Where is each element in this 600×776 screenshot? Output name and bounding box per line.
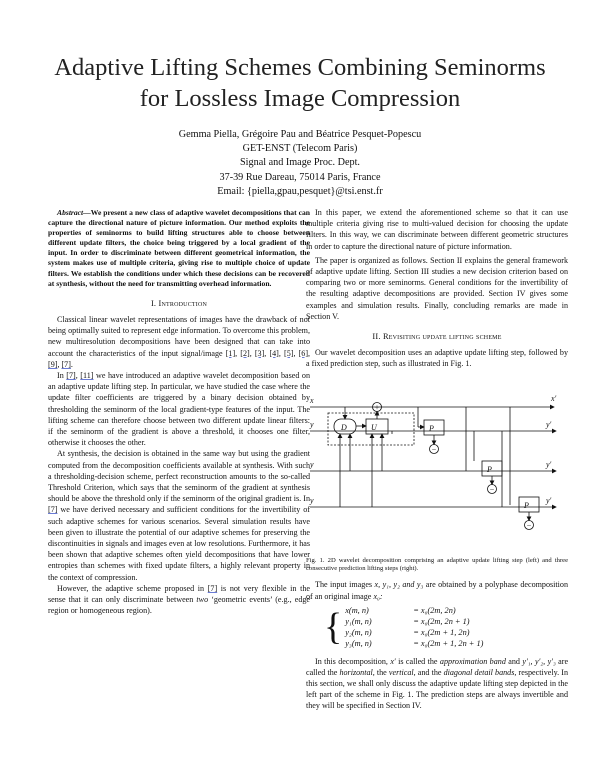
update-filter-block (366, 419, 388, 434)
text: Classical linear wavelet representations of images have the drawback of not being optimally suited to represent edge information. To overcome this problem, new multiresolution decompositions have been designed that can take into account the characteristics of the input signal/image (48, 314, 310, 358)
adder-sign: + (374, 402, 380, 412)
predict-block-3 (519, 497, 539, 512)
right-paragraph-2: The paper is organized as follows. Section II explains the general framework of adaptive update lifting. Section III studies a new decision criterion based on comparing two or more seminorms. General conditions for the invertibility of the resulting adaptive decompositions are provided. Section IV gives some examples and simulation results. Finally, concluding remarks are made in Section V. (306, 255, 568, 321)
eq-lhs: x(m, n) (345, 605, 369, 615)
minus-sign-2: − (489, 484, 495, 494)
label-y1: y (310, 419, 314, 429)
equation-brace: { (324, 605, 343, 648)
citation-link[interactable]: [7] (66, 370, 76, 380)
section-number: I. (150, 298, 159, 308)
citation-link[interactable]: [7] (207, 583, 218, 593)
intro-paragraph-1: Classical linear wavelet representations of images have the drawback of not being optimally suited to represent edge information. To overcome this problem, new multiresolution decompositions have been designed that can take into account the characteristics of the input signal/image [1], [2], [3], [4], [5], [6], [9], [7]. (48, 314, 311, 369)
label-x-prime: x′ (551, 393, 557, 403)
emphasis: vertical (388, 667, 414, 677)
left-column (48, 208, 310, 616)
emphasis: two (196, 595, 209, 605)
equation-row (345, 605, 568, 616)
abstract (48, 208, 310, 289)
intro-paragraph-3 (48, 448, 310, 582)
minus-sign-1: − (431, 444, 437, 454)
emphasis: diagonal detail bands (443, 667, 515, 677)
eq-lhs: y₃(m, n) (345, 639, 372, 649)
author-block (60, 128, 540, 199)
citation-link[interactable]: [2] (240, 348, 250, 358)
right-paragraph-3: Our wavelet decomposition uses an adaptive update lifting step, followed by a fixed prediction step, such as illustrated in Fig. 1. (306, 348, 568, 369)
right-paragraph-4 (306, 579, 568, 601)
section-title: Revisiting update lifting scheme (382, 332, 502, 342)
label-P1: P (429, 423, 434, 433)
equation-row (345, 616, 568, 627)
label-y1-prime: y′ (546, 419, 552, 429)
eq-rhs: = x₀(2m, 2n) (413, 605, 456, 615)
citation-link[interactable]: [4] (269, 348, 279, 358)
eq-lhs: y₁(m, n) (345, 617, 372, 627)
text: At synthesis, the decision is obtained in the same way but using the gradient computed from the decomposition coefficients available at synthesis. With such a thresholding-decision scheme, perfect reconstruction amounts to the so-called Threshold Criterion, which says that the seminorm of the gradient at synthesis should be above the threshold only if the seminorm of the original gradient is. In (48, 449, 310, 504)
eq-lhs: y₂(m, n) (345, 628, 372, 638)
affiliation-line-3: 37-39 Rue Dareau, 75014 Paris, France (219, 171, 381, 183)
section-heading-introduction (48, 298, 310, 309)
math-var: x′ (390, 656, 396, 666)
affiliation-line-1: GET-ENST (Telecom Paris) (242, 143, 358, 155)
label-y2-prime: y′ (546, 459, 552, 469)
section-title: Introduction (158, 298, 208, 308)
text: , respectively. In this section, we shall only discuss the adaptive update lifting step depicted in the left part of the scheme in Fig. 1. The prediction steps are always invertible and they will be specified in Section IV. (306, 667, 568, 711)
lifting-diagram (306, 373, 568, 555)
right-paragraph-1: In this paper, we extend the aforementioned scheme so that it can use multiple criteria giving rise to multi-valued decision for choosing the update filters. In this way, we can discriminate between different geometric structures in order to capture the directional nature of picture information. (306, 208, 568, 251)
text: is not very flexible in the sense that it can only discriminate between (48, 583, 310, 605)
intro-paragraph-4 (48, 583, 310, 617)
predict-block-1 (424, 420, 444, 435)
text: and (505, 656, 523, 666)
equation-row (345, 627, 568, 638)
citation-link[interactable]: [11] (80, 370, 94, 380)
text: , the (372, 667, 389, 677)
text: we have introduced an adaptive wavelet decomposition based on an adaptive update lifting step. In particular, we have studied the case where the update filter coefficients are triggered by a binary decision obtained by thresholding the seminorm of the local gradient-type features of the input. The lifting scheme can therefore choose between two different update linear filters: if the seminorm of the gradient is above a threshold, it chooses one filter, otherwise it chooses the other. (48, 370, 310, 448)
label-P2: P (487, 464, 492, 474)
section-number: II. (372, 332, 383, 342)
polyphase-equations (324, 605, 568, 650)
text: ‘geometric events’ (e.g., edge region or homogeneous region). (48, 595, 311, 616)
label-D: D (341, 422, 347, 432)
label-y3-prime: y′ (546, 495, 552, 505)
citation-link[interactable]: [3] (254, 348, 265, 358)
citation-link[interactable]: [5] (284, 348, 294, 358)
eq-rhs: = x₀(2m + 1, 2n + 1) (413, 639, 484, 649)
paper-title: Adaptive Lifting Schemes Combining Seminorms for Lossless Image Compression (54, 54, 546, 112)
eq-rhs: = x₀(2m + 1, 2n) (413, 628, 470, 638)
emphasis: horizontal (339, 667, 373, 677)
section-heading-revisiting (306, 331, 568, 342)
text: In this decomposition, (315, 656, 391, 666)
label-P3: P (524, 500, 529, 510)
text: is called the (395, 656, 440, 666)
text: we have derived necessary and sufficient conditions for the invertibility of such adaptive schemes for various scenarios. Several simulation results have been given to illustrate the potential of our adaptive schemes for preserving the discontinuities in signals and images even at low resolutions. Furthermore, it has been shown that adaptive schemes often yield decompositions that have lower entropies than schemes with fixed update filters, a highly relevant property in the context of compression. (48, 505, 310, 582)
math-var: y′₁, y′₂, y′₃ (522, 656, 556, 666)
math-x0: x₀: (373, 591, 383, 601)
affiliation-line-2: Signal and Image Proc. Dept. (240, 157, 360, 169)
citation-link[interactable]: [1] (225, 348, 236, 358)
citation-link[interactable]: [6] (298, 348, 309, 358)
author-names: Gemma Piella, Grégoire Pau and Béatrice Pesquet-Popescu (178, 129, 422, 140)
predict-block-2 (482, 461, 502, 476)
emphasis: approximation band (439, 656, 506, 666)
intro-paragraph-2: In [7], [11] we have introduced an adaptive wavelet decomposition based on an adaptive update lifting step. In particular, we have studied the case where the update filter coefficients are triggered by a binary decision obtained by thresholding the seminorm of the local gradient-type features of the input. The lifting scheme can therefore choose between two different update linear filters: if the seminorm of the gradient is above a threshold, it chooses one filter, otherwise it chooses the other. (48, 370, 310, 448)
equation-row (345, 638, 568, 649)
text: However, the adaptive scheme proposed in (57, 583, 208, 593)
citation-link[interactable]: [7] (48, 505, 58, 515)
figure-caption: Fig. 1. 2D wavelet decomposition comprising an adaptive update lifting step (left) and three consecutive prediction lifting steps (right). (306, 556, 568, 573)
label-y3: y (310, 495, 314, 505)
figure-1-diagram (306, 373, 568, 555)
right-paragraph-5 (306, 656, 568, 712)
label-Ud: U (371, 422, 377, 432)
label-x: x (310, 395, 314, 405)
label-y2: y (310, 459, 314, 469)
citation-link[interactable]: [7] (61, 359, 71, 369)
text: are called the (306, 656, 569, 677)
citation-link[interactable]: [9] (48, 359, 58, 369)
abstract-text: We present a new class of adaptive wavelet decompositions that can capture the directional nature of picture information. Our method exploits the properties of seminorms to build lifting structures able to choose between different update filters, the choice being triggered by a local gradient of the input. In order to discriminate between different geometrical information, the system makes use of multiple criteria, giving rise to multiple choice of update filters. We establish the conditions under which these decisions can be recovered at synthesis, without the need for transmitting overhead information. (48, 208, 310, 288)
math-vars: x, y₁, y₂ and y₃ (374, 580, 424, 590)
right-column (306, 207, 568, 712)
eq-rhs: = x₀(2m, 2n + 1) (413, 617, 470, 627)
text: The input images (315, 580, 375, 590)
minus-sign-3: − (526, 520, 532, 530)
text: are obtained by a polyphase decomposition of an original image (306, 580, 568, 601)
abstract-label: Abstract— (57, 208, 91, 217)
text: , and the (413, 667, 444, 677)
affiliation-email: Email: {piella,gpau,pesquet}@tsi.enst.fr (217, 185, 383, 197)
